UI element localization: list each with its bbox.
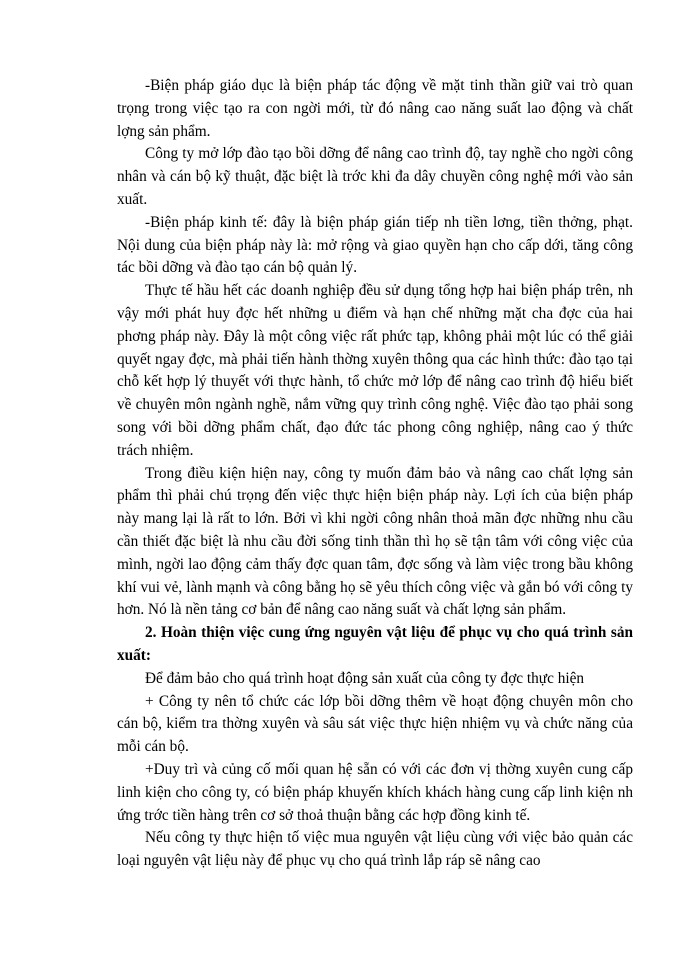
document-body (117, 75, 633, 873)
paragraph-current-conditions: Trong điều kiện hiện nay, công ty muốn đảm bảo và nâng cao chất lợng sản phẩm thì phải chú trọng đến việc thực hiện biện pháp này. Lợi ích của biện pháp này mang lại là rất to lớn. Bởi vì khi ngời công nhân thoả mãn đợc những nhu cầu cần thiết đặc biệt là nhu cầu đời sống tinh thần thì họ sẽ tận tâm với công việc của mình, ngời lao động cảm thấy đợc quan tâm, đợc sống và làm việc trong bầu không khí vui vẻ, lành mạnh và công bằng họ sẽ yêu thích công việc và gắn bó với công ty hơn. Nó là nền tảng cơ bản để nâng cao năng suất và chất lợng sản phẩm. (117, 464, 633, 619)
paragraph-ensure-production: Để đảm bảo cho quá trình hoạt động sản xuất của công ty đợc thực hiện (145, 669, 585, 687)
paragraph-training-staff: + Công ty nên tổ chức các lớp bồi dỡng thêm về hoạt động chuyên môn cho cán bộ, kiểm tra thờng xuyên và sâu sát việc thực hiện nhiệm vụ và chức năng của mỗi cán bộ. (117, 692, 633, 756)
paragraph-economic-measure: -Biện pháp kinh tế: đây là biện pháp gián tiếp nh tiền lơng, tiền thởng, phạt. Nội dung của biện pháp này là: mở rộng và giao quyền hạn cho cấp dới, tăng công tác bồi dỡng và đào tạo cán bộ quản lý. (117, 213, 633, 277)
paragraph-material-purchase: Nếu công ty thực hiện tố việc mua nguyên vật liệu cùng với việc bảo quản các loại nguyên vật liệu này để phục vụ cho quá trình lắp ráp sẽ nâng cao (117, 829, 633, 870)
paragraph-combined-measures: Thực tế hầu hết các doanh nghiệp đều sử dụng tổng hợp hai biện pháp trên, nh vậy mới phát huy đợc hết những u điểm và hạn chế những mặt cha đợc của hai phơng pháp này. Đây là một công việc rất phức tạp, không phải một lúc có thể giải quyết ngay đợc, mà phải tiến hành thờng xuyên thông qua các hình thức: đào tạo tại chỗ kết hợp lý thuyết với thực hành, tổ chức mở lớp để nâng cao trình độ hiểu biết về chuyên môn ngành nghề, nắm vững quy trình công nghệ. Việc đào tạo phải song song với bồi dỡng phẩm chất, đạo đức tác phong công nghiệp, nâng cao ý thức trách nhiệm. (117, 282, 633, 459)
paragraph-training-classes: Công ty mở lớp đào tạo bồi dỡng để nâng cao trình độ, tay nghề cho ngời công nhân và cán bộ kỹ thuật, đặc biệt là trớc khi đa dây chuyền công nghệ mới vào sản xuất. (117, 145, 633, 208)
paragraph-supplier-relations: +Duy trì và củng cố mối quan hệ sẵn có với các đơn vị thờng xuyên cung cấp linh kiện cho công ty, có biện pháp khuyến khích khách hàng cung cấp linh kiện nh ứng trớc tiền hàng trên cơ sở thoả thuận bằng các hợp đồng kinh tế. (117, 760, 633, 824)
paragraph-education-measure: -Biện pháp giáo dục là biện pháp tác động về mặt tinh thần giữ vai trò quan trọng trong việc tạo ra con ngời mới, từ đó nâng cao năng suất lao động và chất lợng sản phẩm. (117, 77, 633, 140)
section-heading: 2. Hoàn thiện việc cung ứng nguyên vật liệu để phục vụ cho quá trình sản xuất: (117, 624, 633, 664)
